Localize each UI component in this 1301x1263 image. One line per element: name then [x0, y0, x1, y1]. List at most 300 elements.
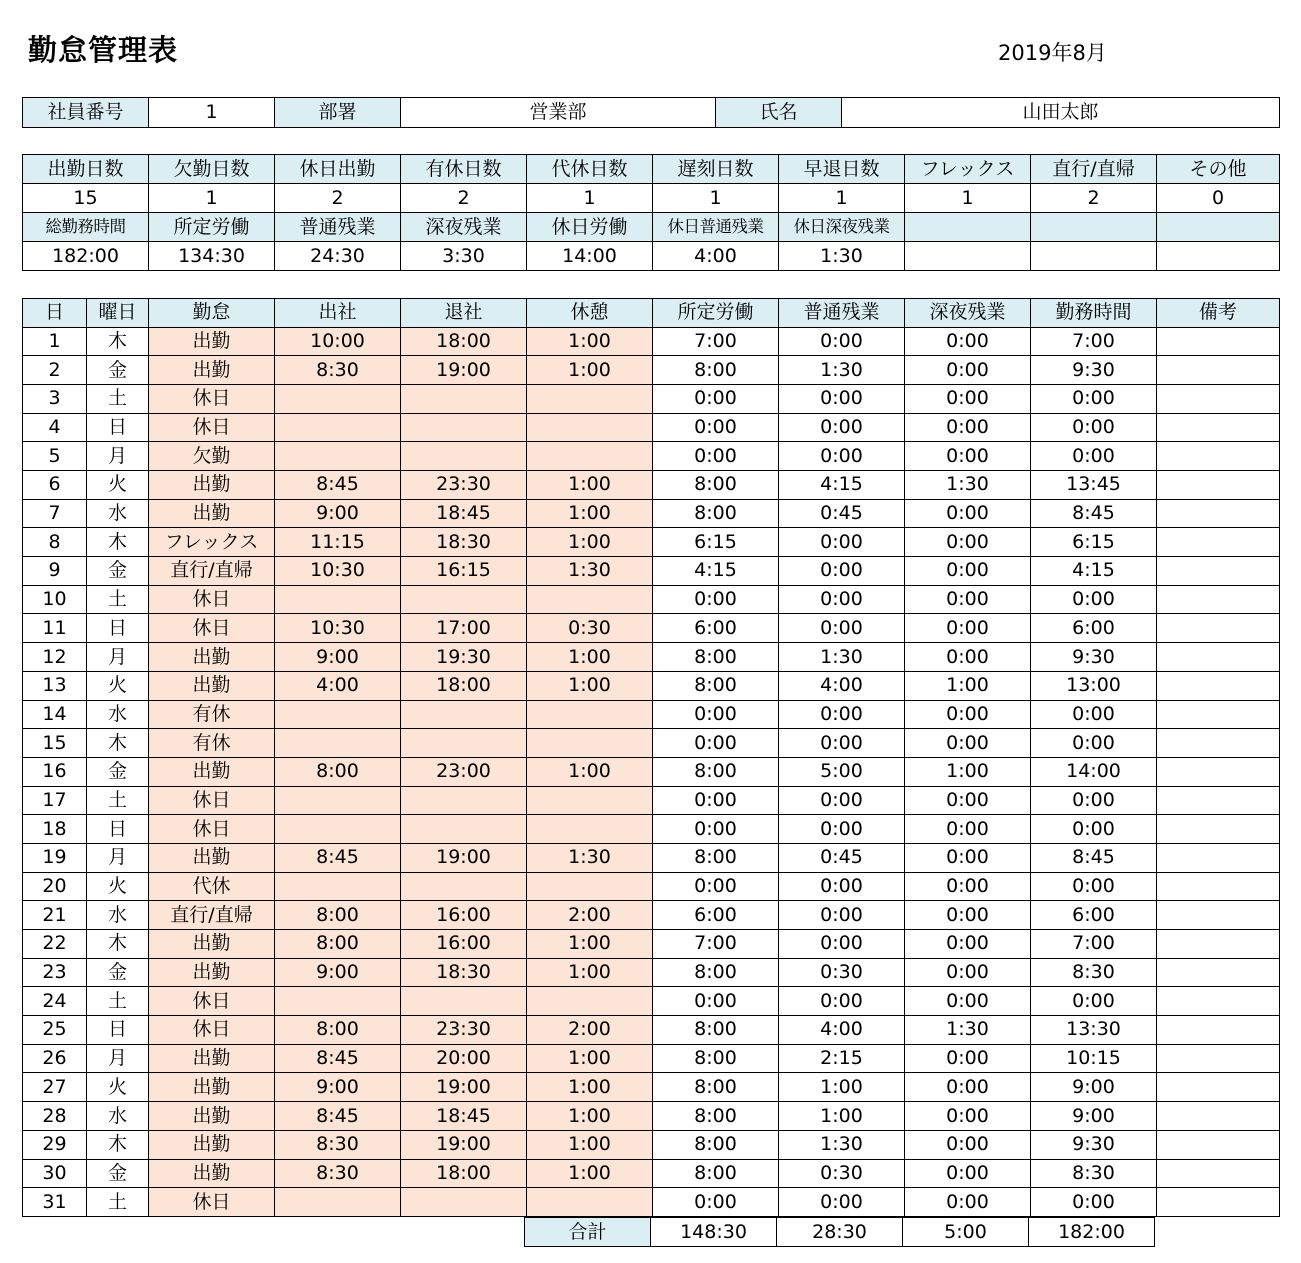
- cell-clock-in[interactable]: [275, 384, 401, 413]
- cell-scheduled: 8:00: [653, 1073, 779, 1102]
- summary-label-blank: [1157, 213, 1280, 242]
- summary-label-paid-leave: 有休日数: [401, 155, 527, 184]
- table-row: [23, 729, 1280, 758]
- cell-day: 28: [23, 1102, 87, 1131]
- cell-clock-out[interactable]: 18:45: [401, 499, 527, 528]
- cell-day: 1: [23, 327, 87, 356]
- table-row: [23, 901, 1280, 930]
- cell-notes[interactable]: [1157, 958, 1280, 987]
- cell-work-hours: 8:30: [1031, 958, 1157, 987]
- cell-overtime: 0:00: [779, 729, 905, 758]
- cell-notes[interactable]: [1157, 700, 1280, 729]
- cell-overtime: 0:45: [779, 499, 905, 528]
- cell-clock-in[interactable]: [275, 786, 401, 815]
- employee-info-row: [23, 98, 1280, 128]
- cell-weekday: 火: [87, 872, 149, 901]
- summary-value-early-leave: 1: [779, 184, 905, 213]
- cell-day: 19: [23, 843, 87, 872]
- cell-clock-in[interactable]: 8:45: [275, 1102, 401, 1131]
- cell-night-overtime: 0:00: [905, 930, 1031, 959]
- cell-clock-out[interactable]: 18:00: [401, 671, 527, 700]
- cell-clock-out[interactable]: 23:30: [401, 1016, 527, 1045]
- column-header-break: 休憩: [527, 299, 653, 328]
- cell-break[interactable]: [527, 987, 653, 1016]
- summary-label-holiday-labor: 休日労働: [527, 213, 653, 242]
- cell-break[interactable]: 1:00: [527, 499, 653, 528]
- cell-weekday: 土: [87, 384, 149, 413]
- summary-label-comp-leave: 代休日数: [527, 155, 653, 184]
- cell-attendance[interactable]: 休日: [149, 384, 275, 413]
- employee-no-value[interactable]: 1: [149, 98, 275, 128]
- cell-work-hours: 9:00: [1031, 1073, 1157, 1102]
- cell-clock-out[interactable]: 23:30: [401, 471, 527, 500]
- cell-break[interactable]: 1:00: [527, 528, 653, 557]
- cell-notes[interactable]: [1157, 471, 1280, 500]
- cell-break[interactable]: 1:00: [527, 1073, 653, 1102]
- cell-attendance[interactable]: 休日: [149, 614, 275, 643]
- cell-break[interactable]: 1:00: [527, 327, 653, 356]
- cell-break[interactable]: 1:30: [527, 843, 653, 872]
- cell-scheduled: 0:00: [653, 700, 779, 729]
- cell-weekday: 日: [87, 815, 149, 844]
- cell-clock-out[interactable]: [401, 585, 527, 614]
- table-row: [23, 930, 1280, 959]
- cell-weekday: 日: [87, 1016, 149, 1045]
- summary-value-holiday-labor: 14:00: [527, 242, 653, 271]
- summary-label-flex: フレックス: [905, 155, 1031, 184]
- cell-overtime: 0:00: [779, 987, 905, 1016]
- cell-notes[interactable]: [1157, 585, 1280, 614]
- cell-notes[interactable]: [1157, 643, 1280, 672]
- cell-clock-in[interactable]: 4:00: [275, 671, 401, 700]
- table-row: [23, 700, 1280, 729]
- cell-notes[interactable]: [1157, 786, 1280, 815]
- cell-notes[interactable]: [1157, 499, 1280, 528]
- column-header-night-overtime: 深夜残業: [905, 299, 1031, 328]
- name-value[interactable]: 山田太郎: [842, 98, 1280, 128]
- cell-clock-in[interactable]: 8:45: [275, 843, 401, 872]
- cell-clock-out[interactable]: 19:30: [401, 643, 527, 672]
- cell-clock-in[interactable]: 8:00: [275, 757, 401, 786]
- cell-clock-out[interactable]: 18:45: [401, 1102, 527, 1131]
- cell-clock-out[interactable]: [401, 700, 527, 729]
- cell-notes[interactable]: [1157, 1159, 1280, 1188]
- cell-overtime: 0:00: [779, 384, 905, 413]
- cell-weekday: 日: [87, 413, 149, 442]
- cell-day: 10: [23, 585, 87, 614]
- table-row: [23, 872, 1280, 901]
- cell-attendance[interactable]: 出勤: [149, 327, 275, 356]
- summary-value-direct: 2: [1031, 184, 1157, 213]
- cell-notes[interactable]: [1157, 442, 1280, 471]
- cell-day: 2: [23, 356, 87, 385]
- cell-break[interactable]: [527, 786, 653, 815]
- table-row: [23, 528, 1280, 557]
- cell-clock-in[interactable]: 10:30: [275, 557, 401, 586]
- cell-break[interactable]: [527, 872, 653, 901]
- cell-clock-out[interactable]: 23:00: [401, 757, 527, 786]
- cell-clock-in[interactable]: 11:15: [275, 528, 401, 557]
- cell-weekday: 月: [87, 843, 149, 872]
- cell-attendance[interactable]: 出勤: [149, 843, 275, 872]
- cell-break[interactable]: 1:00: [527, 643, 653, 672]
- cell-notes[interactable]: [1157, 901, 1280, 930]
- cell-overtime: 2:15: [779, 1044, 905, 1073]
- cell-clock-in[interactable]: [275, 987, 401, 1016]
- cell-overtime: 0:00: [779, 528, 905, 557]
- name-label: 氏名: [716, 98, 842, 128]
- cell-notes[interactable]: [1157, 557, 1280, 586]
- period-label: 2019年8月: [998, 41, 1107, 65]
- cell-scheduled: 6:00: [653, 614, 779, 643]
- cell-overtime: 4:00: [779, 671, 905, 700]
- cell-weekday: 水: [87, 499, 149, 528]
- cell-break[interactable]: 1:00: [527, 671, 653, 700]
- summary-value-holiday-work: 2: [275, 184, 401, 213]
- cell-overtime: 0:00: [779, 557, 905, 586]
- table-row: [23, 1073, 1280, 1102]
- summary-label-holiday-overtime: 休日普通残業: [653, 213, 779, 242]
- cell-weekday: 月: [87, 442, 149, 471]
- cell-scheduled: 0:00: [653, 729, 779, 758]
- cell-work-hours: 6:15: [1031, 528, 1157, 557]
- cell-clock-out[interactable]: 17:00: [401, 614, 527, 643]
- cell-weekday: 金: [87, 757, 149, 786]
- cell-attendance[interactable]: 出勤: [149, 643, 275, 672]
- cell-notes[interactable]: [1157, 1044, 1280, 1073]
- cell-clock-out[interactable]: [401, 1188, 527, 1217]
- cell-clock-in[interactable]: 8:30: [275, 356, 401, 385]
- summary-value-blank: [1031, 242, 1157, 271]
- summary-values-row-1: [23, 184, 1280, 213]
- cell-clock-out[interactable]: [401, 872, 527, 901]
- cell-day: 30: [23, 1159, 87, 1188]
- table-row: [23, 1188, 1280, 1217]
- cell-break[interactable]: [527, 442, 653, 471]
- cell-notes[interactable]: [1157, 671, 1280, 700]
- cell-notes[interactable]: [1157, 757, 1280, 786]
- table-row: [23, 356, 1280, 385]
- cell-overtime: 1:30: [779, 356, 905, 385]
- cell-work-hours: 9:00: [1031, 1102, 1157, 1131]
- cell-overtime: 0:00: [779, 585, 905, 614]
- cell-overtime: 0:45: [779, 843, 905, 872]
- cell-attendance[interactable]: 出勤: [149, 958, 275, 987]
- cell-night-overtime: 0:00: [905, 384, 1031, 413]
- cell-clock-out[interactable]: [401, 442, 527, 471]
- cell-break[interactable]: 1:00: [527, 471, 653, 500]
- cell-break[interactable]: 1:00: [527, 1102, 653, 1131]
- cell-break[interactable]: 1:00: [527, 1159, 653, 1188]
- cell-attendance[interactable]: 直行/直帰: [149, 901, 275, 930]
- cell-break[interactable]: [527, 729, 653, 758]
- cell-scheduled: 8:00: [653, 843, 779, 872]
- cell-notes[interactable]: [1157, 384, 1280, 413]
- cell-break[interactable]: 1:00: [527, 1044, 653, 1073]
- cell-scheduled: 7:00: [653, 930, 779, 959]
- table-row: [23, 1130, 1280, 1159]
- cell-overtime: 1:00: [779, 1102, 905, 1131]
- cell-clock-in[interactable]: 8:00: [275, 930, 401, 959]
- cell-clock-out[interactable]: 19:00: [401, 1130, 527, 1159]
- cell-scheduled: 0:00: [653, 987, 779, 1016]
- employee-info-table: [22, 97, 1280, 128]
- column-header-weekday: 曜日: [87, 299, 149, 328]
- cell-day: 14: [23, 700, 87, 729]
- cell-work-hours: 6:00: [1031, 901, 1157, 930]
- cell-clock-out[interactable]: 18:00: [401, 1159, 527, 1188]
- cell-clock-in[interactable]: 8:45: [275, 1044, 401, 1073]
- cell-attendance[interactable]: 欠勤: [149, 442, 275, 471]
- cell-notes[interactable]: [1157, 356, 1280, 385]
- cell-clock-out[interactable]: 18:30: [401, 528, 527, 557]
- cell-attendance[interactable]: フレックス: [149, 528, 275, 557]
- summary-value-blank: [1157, 242, 1280, 271]
- cell-clock-in[interactable]: [275, 700, 401, 729]
- cell-attendance[interactable]: 出勤: [149, 1102, 275, 1131]
- cell-scheduled: 8:00: [653, 671, 779, 700]
- cell-notes[interactable]: [1157, 930, 1280, 959]
- cell-night-overtime: 0:00: [905, 356, 1031, 385]
- table-row: [23, 499, 1280, 528]
- cell-clock-out[interactable]: [401, 815, 527, 844]
- cell-clock-in[interactable]: 8:45: [275, 471, 401, 500]
- cell-day: 21: [23, 901, 87, 930]
- cell-break[interactable]: [527, 413, 653, 442]
- cell-day: 18: [23, 815, 87, 844]
- cell-break[interactable]: 1:00: [527, 1130, 653, 1159]
- cell-attendance[interactable]: 出勤: [149, 471, 275, 500]
- cell-attendance[interactable]: 休日: [149, 413, 275, 442]
- cell-overtime: 1:30: [779, 643, 905, 672]
- summary-label-night-overtime: 深夜残業: [401, 213, 527, 242]
- cell-attendance[interactable]: 代休: [149, 872, 275, 901]
- cell-notes[interactable]: [1157, 1102, 1280, 1131]
- cell-day: 25: [23, 1016, 87, 1045]
- cell-clock-in[interactable]: 9:00: [275, 1073, 401, 1102]
- cell-clock-out[interactable]: 19:00: [401, 1073, 527, 1102]
- cell-night-overtime: 0:00: [905, 1130, 1031, 1159]
- cell-clock-in[interactable]: 9:00: [275, 643, 401, 672]
- cell-weekday: 土: [87, 1188, 149, 1217]
- cell-day: 9: [23, 557, 87, 586]
- cell-weekday: 日: [87, 614, 149, 643]
- cell-scheduled: 6:00: [653, 901, 779, 930]
- cell-notes[interactable]: [1157, 1073, 1280, 1102]
- cell-scheduled: 0:00: [653, 442, 779, 471]
- cell-notes[interactable]: [1157, 413, 1280, 442]
- table-row: [23, 843, 1280, 872]
- cell-notes[interactable]: [1157, 614, 1280, 643]
- cell-clock-out[interactable]: 16:15: [401, 557, 527, 586]
- cell-clock-in[interactable]: [275, 442, 401, 471]
- cell-scheduled: 0:00: [653, 585, 779, 614]
- table-row: [23, 442, 1280, 471]
- cell-day: 12: [23, 643, 87, 672]
- cell-clock-in[interactable]: 10:00: [275, 327, 401, 356]
- cell-clock-in[interactable]: 8:30: [275, 1130, 401, 1159]
- cell-work-hours: 0:00: [1031, 872, 1157, 901]
- cell-break[interactable]: 2:00: [527, 1016, 653, 1045]
- cell-attendance[interactable]: 有休: [149, 700, 275, 729]
- summary-value-holiday-overtime: 4:00: [653, 242, 779, 271]
- cell-scheduled: 8:00: [653, 471, 779, 500]
- cell-scheduled: 0:00: [653, 1188, 779, 1217]
- cell-weekday: 土: [87, 987, 149, 1016]
- cell-attendance[interactable]: 休日: [149, 1016, 275, 1045]
- cell-attendance[interactable]: 出勤: [149, 356, 275, 385]
- cell-clock-in[interactable]: [275, 872, 401, 901]
- cell-night-overtime: 1:00: [905, 757, 1031, 786]
- cell-break[interactable]: 1:00: [527, 930, 653, 959]
- cell-clock-in[interactable]: 8:00: [275, 901, 401, 930]
- cell-overtime: 0:00: [779, 614, 905, 643]
- cell-clock-in[interactable]: 9:00: [275, 499, 401, 528]
- cell-clock-out[interactable]: 19:00: [401, 843, 527, 872]
- cell-night-overtime: 0:00: [905, 528, 1031, 557]
- cell-attendance[interactable]: 休日: [149, 1188, 275, 1217]
- cell-attendance[interactable]: 出勤: [149, 499, 275, 528]
- cell-notes[interactable]: [1157, 729, 1280, 758]
- column-header-attendance: 勤怠: [149, 299, 275, 328]
- summary-label-blank: [1031, 213, 1157, 242]
- cell-clock-in[interactable]: 10:30: [275, 614, 401, 643]
- cell-work-hours: 9:30: [1031, 1130, 1157, 1159]
- cell-attendance[interactable]: 出勤: [149, 671, 275, 700]
- cell-clock-out[interactable]: 18:30: [401, 958, 527, 987]
- cell-clock-in[interactable]: 8:00: [275, 1016, 401, 1045]
- cell-break[interactable]: 0:30: [527, 614, 653, 643]
- cell-overtime: 0:00: [779, 700, 905, 729]
- cell-break[interactable]: [527, 384, 653, 413]
- cell-clock-out[interactable]: 18:00: [401, 327, 527, 356]
- cell-attendance[interactable]: 休日: [149, 585, 275, 614]
- cell-attendance[interactable]: 出勤: [149, 1130, 275, 1159]
- cell-clock-out[interactable]: [401, 384, 527, 413]
- summary-label-absence-days: 欠勤日数: [149, 155, 275, 184]
- cell-break[interactable]: [527, 585, 653, 614]
- cell-day: 6: [23, 471, 87, 500]
- cell-clock-out[interactable]: [401, 413, 527, 442]
- cell-notes[interactable]: [1157, 1188, 1280, 1217]
- summary-label-holiday-night-overtime: 休日深夜残業: [779, 213, 905, 242]
- cell-break[interactable]: 1:00: [527, 958, 653, 987]
- cell-night-overtime: 0:00: [905, 499, 1031, 528]
- totals-label: 合計: [525, 1218, 651, 1247]
- cell-break[interactable]: 1:00: [527, 757, 653, 786]
- cell-night-overtime: 0:00: [905, 557, 1031, 586]
- cell-notes[interactable]: [1157, 843, 1280, 872]
- column-header-clock-in: 出社: [275, 299, 401, 328]
- cell-clock-in[interactable]: [275, 815, 401, 844]
- cell-attendance[interactable]: 出勤: [149, 757, 275, 786]
- cell-scheduled: 4:15: [653, 557, 779, 586]
- cell-weekday: 火: [87, 471, 149, 500]
- cell-clock-in[interactable]: [275, 585, 401, 614]
- cell-day: 13: [23, 671, 87, 700]
- cell-attendance[interactable]: 出勤: [149, 1159, 275, 1188]
- cell-night-overtime: 0:00: [905, 901, 1031, 930]
- cell-work-hours: 7:00: [1031, 930, 1157, 959]
- totals-table: [524, 1217, 1280, 1247]
- cell-attendance[interactable]: 出勤: [149, 1073, 275, 1102]
- cell-break[interactable]: [527, 815, 653, 844]
- cell-notes[interactable]: [1157, 1016, 1280, 1045]
- summary-value-work-days: 15: [23, 184, 149, 213]
- cell-day: 22: [23, 930, 87, 959]
- cell-attendance[interactable]: 出勤: [149, 930, 275, 959]
- cell-clock-out[interactable]: [401, 729, 527, 758]
- cell-work-hours: 0:00: [1031, 815, 1157, 844]
- summary-labels-row-2: [23, 213, 1280, 242]
- cell-clock-in[interactable]: [275, 1188, 401, 1217]
- cell-overtime: 0:30: [779, 958, 905, 987]
- cell-overtime: 1:00: [779, 1073, 905, 1102]
- cell-break[interactable]: [527, 700, 653, 729]
- cell-night-overtime: 0:00: [905, 643, 1031, 672]
- cell-notes[interactable]: [1157, 327, 1280, 356]
- cell-scheduled: 0:00: [653, 384, 779, 413]
- cell-notes[interactable]: [1157, 872, 1280, 901]
- cell-day: 15: [23, 729, 87, 758]
- cell-night-overtime: 0:00: [905, 786, 1031, 815]
- department-value[interactable]: 営業部: [401, 98, 716, 128]
- cell-attendance[interactable]: 直行/直帰: [149, 557, 275, 586]
- cell-clock-out[interactable]: [401, 987, 527, 1016]
- cell-notes[interactable]: [1157, 1130, 1280, 1159]
- cell-work-hours: 13:00: [1031, 671, 1157, 700]
- cell-clock-in[interactable]: 8:30: [275, 1159, 401, 1188]
- cell-attendance[interactable]: 休日: [149, 815, 275, 844]
- cell-attendance[interactable]: 有休: [149, 729, 275, 758]
- cell-clock-in[interactable]: [275, 729, 401, 758]
- summary-value-paid-leave: 2: [401, 184, 527, 213]
- cell-attendance[interactable]: 出勤: [149, 1044, 275, 1073]
- table-row: [23, 384, 1280, 413]
- cell-clock-in[interactable]: 9:00: [275, 958, 401, 987]
- cell-clock-out[interactable]: 19:00: [401, 356, 527, 385]
- cell-night-overtime: 1:30: [905, 471, 1031, 500]
- cell-clock-out[interactable]: 20:00: [401, 1044, 527, 1073]
- cell-scheduled: 8:00: [653, 1016, 779, 1045]
- cell-break[interactable]: [527, 1188, 653, 1217]
- cell-break[interactable]: 1:00: [527, 356, 653, 385]
- cell-weekday: 火: [87, 1073, 149, 1102]
- cell-work-hours: 0:00: [1031, 987, 1157, 1016]
- cell-break[interactable]: 2:00: [527, 901, 653, 930]
- cell-day: 4: [23, 413, 87, 442]
- cell-notes[interactable]: [1157, 815, 1280, 844]
- cell-notes[interactable]: [1157, 987, 1280, 1016]
- cell-overtime: 0:00: [779, 901, 905, 930]
- cell-overtime: 0:00: [779, 327, 905, 356]
- cell-clock-in[interactable]: [275, 413, 401, 442]
- summary-label-work-days: 出勤日数: [23, 155, 149, 184]
- cell-attendance[interactable]: 休日: [149, 786, 275, 815]
- cell-clock-out[interactable]: 16:00: [401, 930, 527, 959]
- employee-no-label: 社員番号: [23, 98, 149, 128]
- daily-attendance-table: [22, 298, 1280, 1217]
- cell-scheduled: 8:00: [653, 1102, 779, 1131]
- cell-attendance[interactable]: 休日: [149, 987, 275, 1016]
- cell-notes[interactable]: [1157, 528, 1280, 557]
- cell-clock-out[interactable]: [401, 786, 527, 815]
- cell-clock-out[interactable]: 16:00: [401, 901, 527, 930]
- cell-break[interactable]: 1:30: [527, 557, 653, 586]
- cell-overtime: 0:00: [779, 442, 905, 471]
- cell-night-overtime: 1:30: [905, 1016, 1031, 1045]
- summary-value-absence-days: 1: [149, 184, 275, 213]
